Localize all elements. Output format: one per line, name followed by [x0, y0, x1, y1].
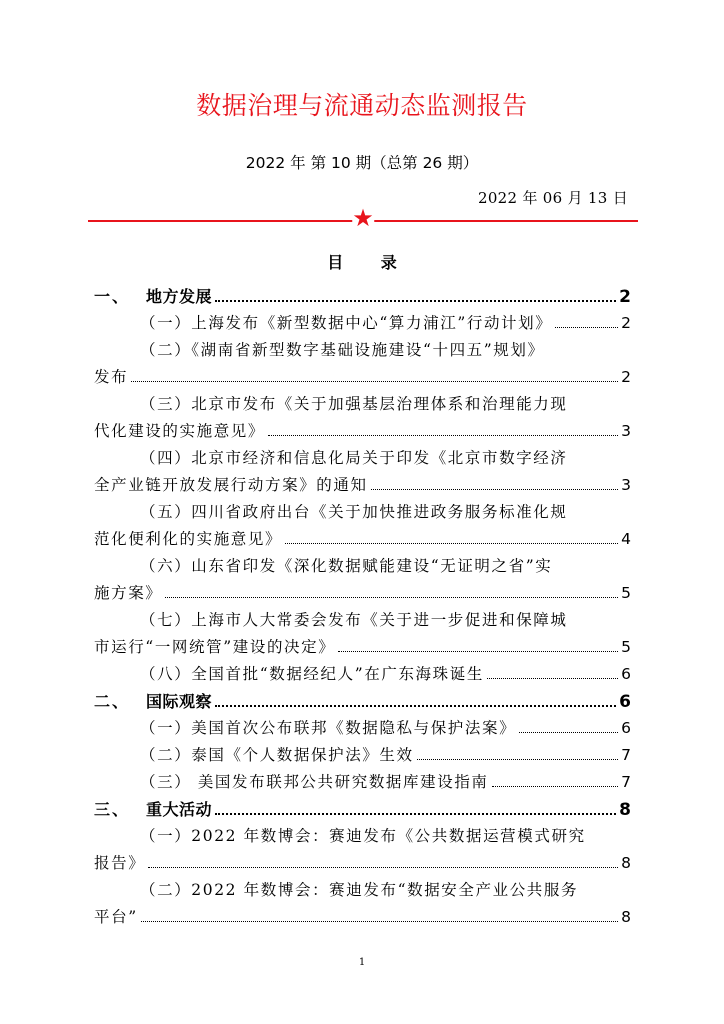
dot-leader — [215, 705, 616, 707]
dot-leader — [268, 435, 618, 436]
dot-leader — [555, 327, 618, 328]
dot-leader — [285, 543, 618, 544]
toc-page-number: 2 — [619, 287, 631, 307]
toc-page-number: 5 — [621, 638, 631, 656]
dot-leader — [492, 786, 619, 787]
toc-page-number: 7 — [621, 746, 631, 764]
toc-entry-text: 重大活动 — [146, 800, 213, 819]
dot-leader — [131, 381, 618, 382]
toc-entry-text: 地方发展 — [146, 287, 213, 306]
toc-section-number: 三、 — [94, 800, 131, 819]
toc-section-number: 二、 — [94, 692, 131, 711]
toc-page-number: 8 — [621, 854, 631, 872]
toc-entry[interactable] — [94, 742, 631, 769]
toc-entry-text: 报告》 — [94, 854, 146, 872]
toc-page-number: 6 — [619, 692, 631, 712]
toc-section-number: 一、 — [94, 287, 131, 306]
toc-entry-text: （三）北京市发布《关于加强基层治理体系和治理能力现 — [140, 395, 568, 413]
toc-entry[interactable] — [94, 607, 631, 634]
toc-entry-text: （六）山东省印发《深化数据赋能建设“无证明之省”实 — [140, 557, 553, 575]
toc-page-number: 6 — [621, 719, 631, 737]
toc-entry-text: 范化便利化的实施意见》 — [94, 530, 283, 548]
dot-leader — [519, 732, 618, 733]
toc-entry-text: 发布 — [94, 368, 129, 386]
toc-entry[interactable] — [94, 823, 631, 850]
dot-leader — [148, 867, 618, 868]
toc-page-number: 3 — [621, 422, 631, 440]
toc-entry-continuation[interactable] — [94, 904, 631, 931]
dot-leader — [141, 921, 618, 922]
toc-entry-text: 代化建设的实施意见》 — [94, 422, 266, 440]
toc-entry-text: （二）《湖南省新型数字基础设施建设“十四五”规划》 — [140, 341, 545, 359]
dot-leader — [417, 759, 619, 760]
toc-page-number: 6 — [621, 665, 631, 683]
report-title: 数据治理与流通动态监测报告 — [196, 91, 528, 120]
toc-entry-text: 市运行“一网统管”建设的决定》 — [94, 638, 336, 656]
dot-leader — [165, 597, 618, 598]
star-icon: ★ — [352, 204, 374, 232]
dot-leader — [215, 813, 616, 815]
toc-entry-text: 全产业链开放发展行动方案》的通知 — [94, 476, 368, 494]
toc-entry-text: 平台” — [94, 908, 138, 926]
toc-entry-text: （八）全国首批“数据经纪人”在广东海珠诞生 — [140, 665, 484, 683]
toc-entry-text: （一）上海发布《新型数据中心“算力浦江”行动计划》 — [140, 314, 553, 332]
toc-page-number: 5 — [621, 584, 631, 602]
toc-entry-continuation[interactable] — [94, 418, 631, 445]
toc-entry[interactable] — [94, 445, 631, 472]
toc-entry-continuation[interactable] — [94, 634, 631, 661]
toc-page-number: 4 — [621, 530, 631, 548]
toc-page-number: 8 — [619, 800, 631, 820]
toc-entry[interactable] — [94, 310, 631, 337]
toc-entry[interactable] — [94, 661, 631, 688]
toc-entry-text: （七）上海市人大常委会发布《关于进一步促进和保障城 — [140, 611, 568, 629]
issue-number: 2022 年 第 10 期（总第 26 期） — [245, 154, 479, 172]
page-number: 1 — [358, 957, 366, 968]
toc-entry-text: 施方案》 — [94, 584, 163, 602]
toc-entry-text: （一）美国首次公布联邦《数据隐私与保护法案》 — [140, 719, 517, 737]
toc-entry-text: （五）四川省政府出台《关于加快推进政务服务标准化规 — [140, 503, 568, 521]
toc-entry[interactable] — [94, 769, 631, 796]
toc-entry-text: （二）2022 年数博会：赛迪发布“数据安全产业公共服务 — [140, 881, 579, 899]
toc-section[interactable] — [94, 283, 631, 310]
toc-entry-text: （一）2022 年数博会：赛迪发布《公共数据运营模式研究 — [140, 827, 586, 845]
toc-entry-text: （四）北京市经济和信息化局关于印发《北京市数字经济 — [140, 449, 568, 467]
dot-leader — [215, 300, 616, 302]
header-divider — [88, 204, 638, 237]
toc-entry-continuation[interactable] — [94, 364, 631, 391]
toc-entry-continuation[interactable] — [94, 472, 631, 499]
toc-entry[interactable] — [94, 877, 631, 904]
issue-date: 2022 年 06 月 13 日 — [478, 189, 628, 207]
toc-page-number: 3 — [621, 476, 631, 494]
toc-page-number: 8 — [621, 908, 631, 926]
toc-entry[interactable] — [94, 715, 631, 742]
table-of-contents — [94, 283, 631, 931]
toc-page-number: 7 — [621, 773, 631, 791]
toc-entry-continuation[interactable] — [94, 580, 631, 607]
dot-leader — [487, 678, 618, 679]
toc-entry-text: 国际观察 — [146, 692, 213, 711]
dot-leader — [371, 489, 619, 490]
toc-heading: 目 录 — [327, 253, 413, 272]
toc-section[interactable] — [94, 688, 631, 715]
toc-section[interactable] — [94, 796, 631, 823]
toc-page-number: 2 — [621, 314, 631, 332]
toc-entry[interactable] — [94, 391, 631, 418]
dot-leader — [338, 651, 618, 652]
toc-entry-text: （三） 美国发布联邦公共研究数据库建设指南 — [140, 773, 489, 791]
toc-entry-continuation[interactable] — [94, 850, 631, 877]
toc-page-number: 2 — [621, 368, 631, 386]
toc-entry[interactable] — [94, 499, 631, 526]
toc-entry[interactable] — [94, 553, 631, 580]
toc-entry[interactable] — [94, 337, 631, 364]
toc-entry-continuation[interactable] — [94, 526, 631, 553]
toc-entry-text: （二）泰国《个人数据保护法》生效 — [140, 746, 414, 764]
